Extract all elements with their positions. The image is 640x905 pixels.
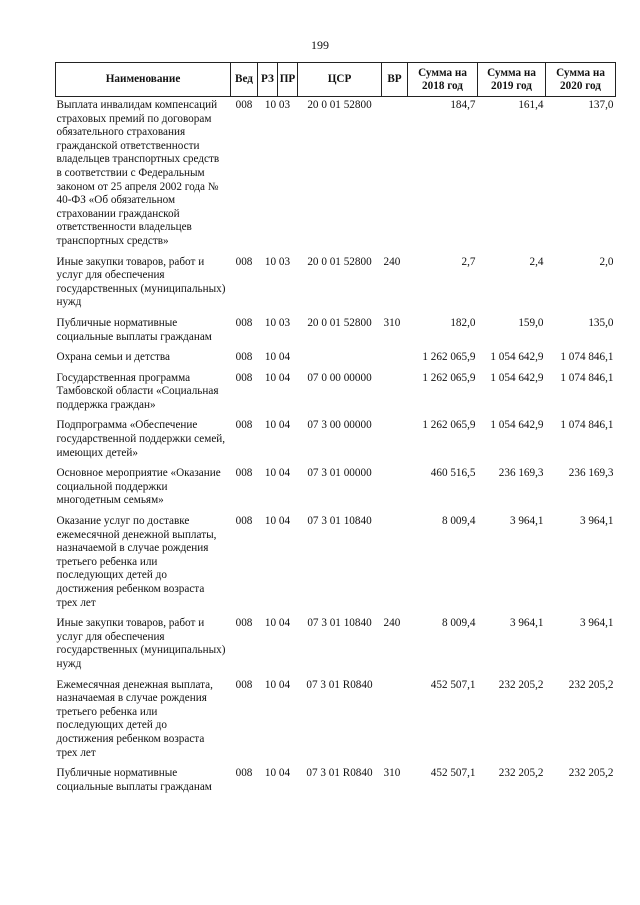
row-ved: 008 [235, 515, 253, 528]
row-sum-2018: 1 262 065,9 [422, 351, 476, 364]
row-csr [298, 349, 382, 370]
row-sum-2019: 232 205,2 [498, 678, 544, 691]
row-sum-2018: 452 507,1 [430, 678, 476, 691]
header-name: Наименование [56, 63, 231, 97]
row-ved: 008 [235, 767, 253, 780]
row-rzpr: 10 03 [264, 316, 291, 329]
row-name: Выплата инвалидам компенсаций страховых премий по договорам обязательного страхования гражданской ответственности владельцев транспортных средств в соответствии с Федеральным законом от 25 апреля 2002 года № 40-ФЗ «Об обязательном страховании гражданской ответственности владельцев транспортных средств» [56, 99, 220, 247]
row-rzpr: 10 04 [264, 419, 291, 432]
row-name: Ежемесячная денежная выплата, назначаемая в случае рождения третьего ребенка или последующих детей до достижения ребенком возраста трех лет [56, 678, 213, 759]
row-ved: 008 [235, 371, 253, 384]
row-csr: 07 3 00 00000 [307, 419, 372, 432]
row-sum-2020: 232 205,2 [568, 767, 614, 780]
row-csr: 07 3 01 10840 [307, 515, 372, 528]
row-name: Охрана семьи и детства [56, 351, 170, 364]
row-sum-2020: 232 205,2 [568, 678, 614, 691]
header-pr: ПР [278, 63, 298, 97]
row-name: Государственная программа Тамбовской области «Социальная поддержка граждан» [56, 371, 219, 411]
row-sum-2019: 232 205,2 [498, 767, 544, 780]
row-csr: 20 0 01 52800 [307, 99, 372, 111]
table-row [56, 677, 616, 766]
row-sum-2018: 2,7 [461, 255, 476, 268]
table-row [56, 765, 616, 799]
row-name: Публичные нормативные социальные выплаты гражданам [56, 767, 212, 793]
row-ved: 008 [235, 678, 253, 691]
table-row [56, 97, 616, 254]
row-name: Иные закупки товаров, работ и услуг для обеспечения государственных (муниципальных) нужд [56, 255, 226, 309]
row-sum-2018: 452 507,1 [430, 767, 476, 780]
row-rzpr: 10 03 [264, 255, 291, 268]
table-row [56, 315, 616, 349]
row-csr: 07 0 00 00000 [307, 371, 372, 384]
row-name: Основное мероприятие «Оказание социальной поддержки многодетным семьям» [56, 467, 221, 507]
table-row [56, 417, 616, 465]
row-sum-2020: 1 074 846,1 [560, 351, 614, 364]
header-ved: Вед [231, 63, 258, 97]
row-sum-2019: 236 169,3 [498, 467, 544, 480]
row-sum-2019: 1 054 642,9 [490, 351, 544, 364]
row-sum-2019: 3 964,1 [509, 617, 544, 630]
row-rzpr: 10 04 [264, 515, 291, 528]
row-ved: 008 [235, 419, 253, 432]
row-ved: 008 [235, 316, 253, 329]
header-csr: ЦСР [298, 63, 382, 97]
row-ved: 008 [235, 617, 253, 630]
table-row [56, 513, 616, 615]
table-row [56, 370, 616, 418]
row-name: Публичные нормативные социальные выплаты гражданам [56, 316, 212, 343]
row-sum-2020: 3 964,1 [579, 515, 614, 528]
row-sum-2019: 2,4 [529, 255, 544, 268]
header-2020: Сумма на 2020 год [546, 63, 616, 97]
table-row [56, 465, 616, 513]
row-name: Подпрограмма «Обеспечение государственной поддержки семей, имеющих детей» [56, 419, 226, 459]
row-sum-2018: 184,7 [450, 99, 476, 111]
row-sum-2018: 182,0 [450, 316, 476, 329]
row-vr [382, 677, 408, 766]
row-rzpr: 10 04 [264, 467, 291, 480]
row-name: Оказание услуг по доставке ежемесячной денежной выплаты, назначаемой в случае рождения третьего ребенка или последующих детей до достижения ребенком возраста трех лет [56, 515, 217, 609]
row-sum-2020: 236 169,3 [568, 467, 614, 480]
row-sum-2019: 3 964,1 [509, 515, 544, 528]
table-row [56, 615, 616, 676]
row-rzpr: 10 04 [264, 351, 291, 364]
table-header-row [56, 63, 616, 97]
row-vr [382, 349, 408, 370]
row-vr [382, 465, 408, 513]
row-sum-2018: 1 262 065,9 [422, 371, 476, 384]
row-vr [382, 97, 408, 254]
header-2018: Сумма на 2018 год [408, 63, 478, 97]
row-vr [382, 417, 408, 465]
row-sum-2019: 161,4 [518, 99, 544, 111]
row-sum-2019: 1 054 642,9 [490, 371, 544, 384]
row-sum-2020: 137,0 [588, 99, 614, 111]
row-csr: 07 3 01 10840 [307, 617, 372, 630]
row-rzpr: 10 03 [264, 99, 291, 111]
table-row [56, 349, 616, 370]
row-ved: 008 [235, 99, 253, 111]
row-ved: 008 [235, 467, 253, 480]
row-csr: 07 3 01 R0840 [306, 767, 373, 780]
header-2019: Сумма на 2019 год [478, 63, 546, 97]
row-sum-2020: 2,0 [599, 255, 614, 268]
row-ved: 008 [235, 351, 253, 364]
header-rz: РЗ [258, 63, 278, 97]
row-csr: 07 3 01 00000 [307, 467, 372, 480]
budget-table [55, 62, 616, 799]
row-rzpr: 10 04 [264, 767, 291, 780]
row-vr [382, 370, 408, 418]
page-number: 199 [311, 38, 329, 52]
row-sum-2018: 1 262 065,9 [422, 419, 476, 432]
row-rzpr: 10 04 [264, 371, 291, 384]
row-sum-2020: 1 074 846,1 [560, 419, 614, 432]
row-sum-2019: 1 054 642,9 [490, 419, 544, 432]
row-sum-2019: 159,0 [518, 316, 544, 329]
row-sum-2018: 8 009,4 [441, 617, 476, 630]
row-name: Иные закупки товаров, работ и услуг для обеспечения государственных (муниципальных) нужд [56, 617, 226, 670]
table-row [56, 254, 616, 315]
row-csr: 20 0 01 52800 [307, 316, 372, 329]
row-rzpr: 10 04 [264, 678, 291, 691]
row-vr: 310 [383, 316, 401, 329]
row-csr: 07 3 01 R0840 [306, 678, 373, 691]
row-sum-2018: 8 009,4 [441, 515, 476, 528]
row-ved: 008 [235, 255, 253, 268]
row-vr: 310 [383, 767, 401, 780]
row-csr: 20 0 01 52800 [307, 255, 372, 268]
row-vr: 240 [383, 255, 401, 268]
row-sum-2020: 3 964,1 [579, 617, 614, 630]
row-sum-2018: 460 516,5 [430, 467, 476, 480]
row-sum-2020: 135,0 [588, 316, 614, 329]
row-rzpr: 10 04 [264, 617, 291, 630]
row-vr: 240 [383, 617, 401, 630]
header-vr: ВР [382, 63, 408, 97]
table-body [56, 97, 616, 800]
row-vr [382, 513, 408, 615]
row-sum-2020: 1 074 846,1 [560, 371, 614, 384]
